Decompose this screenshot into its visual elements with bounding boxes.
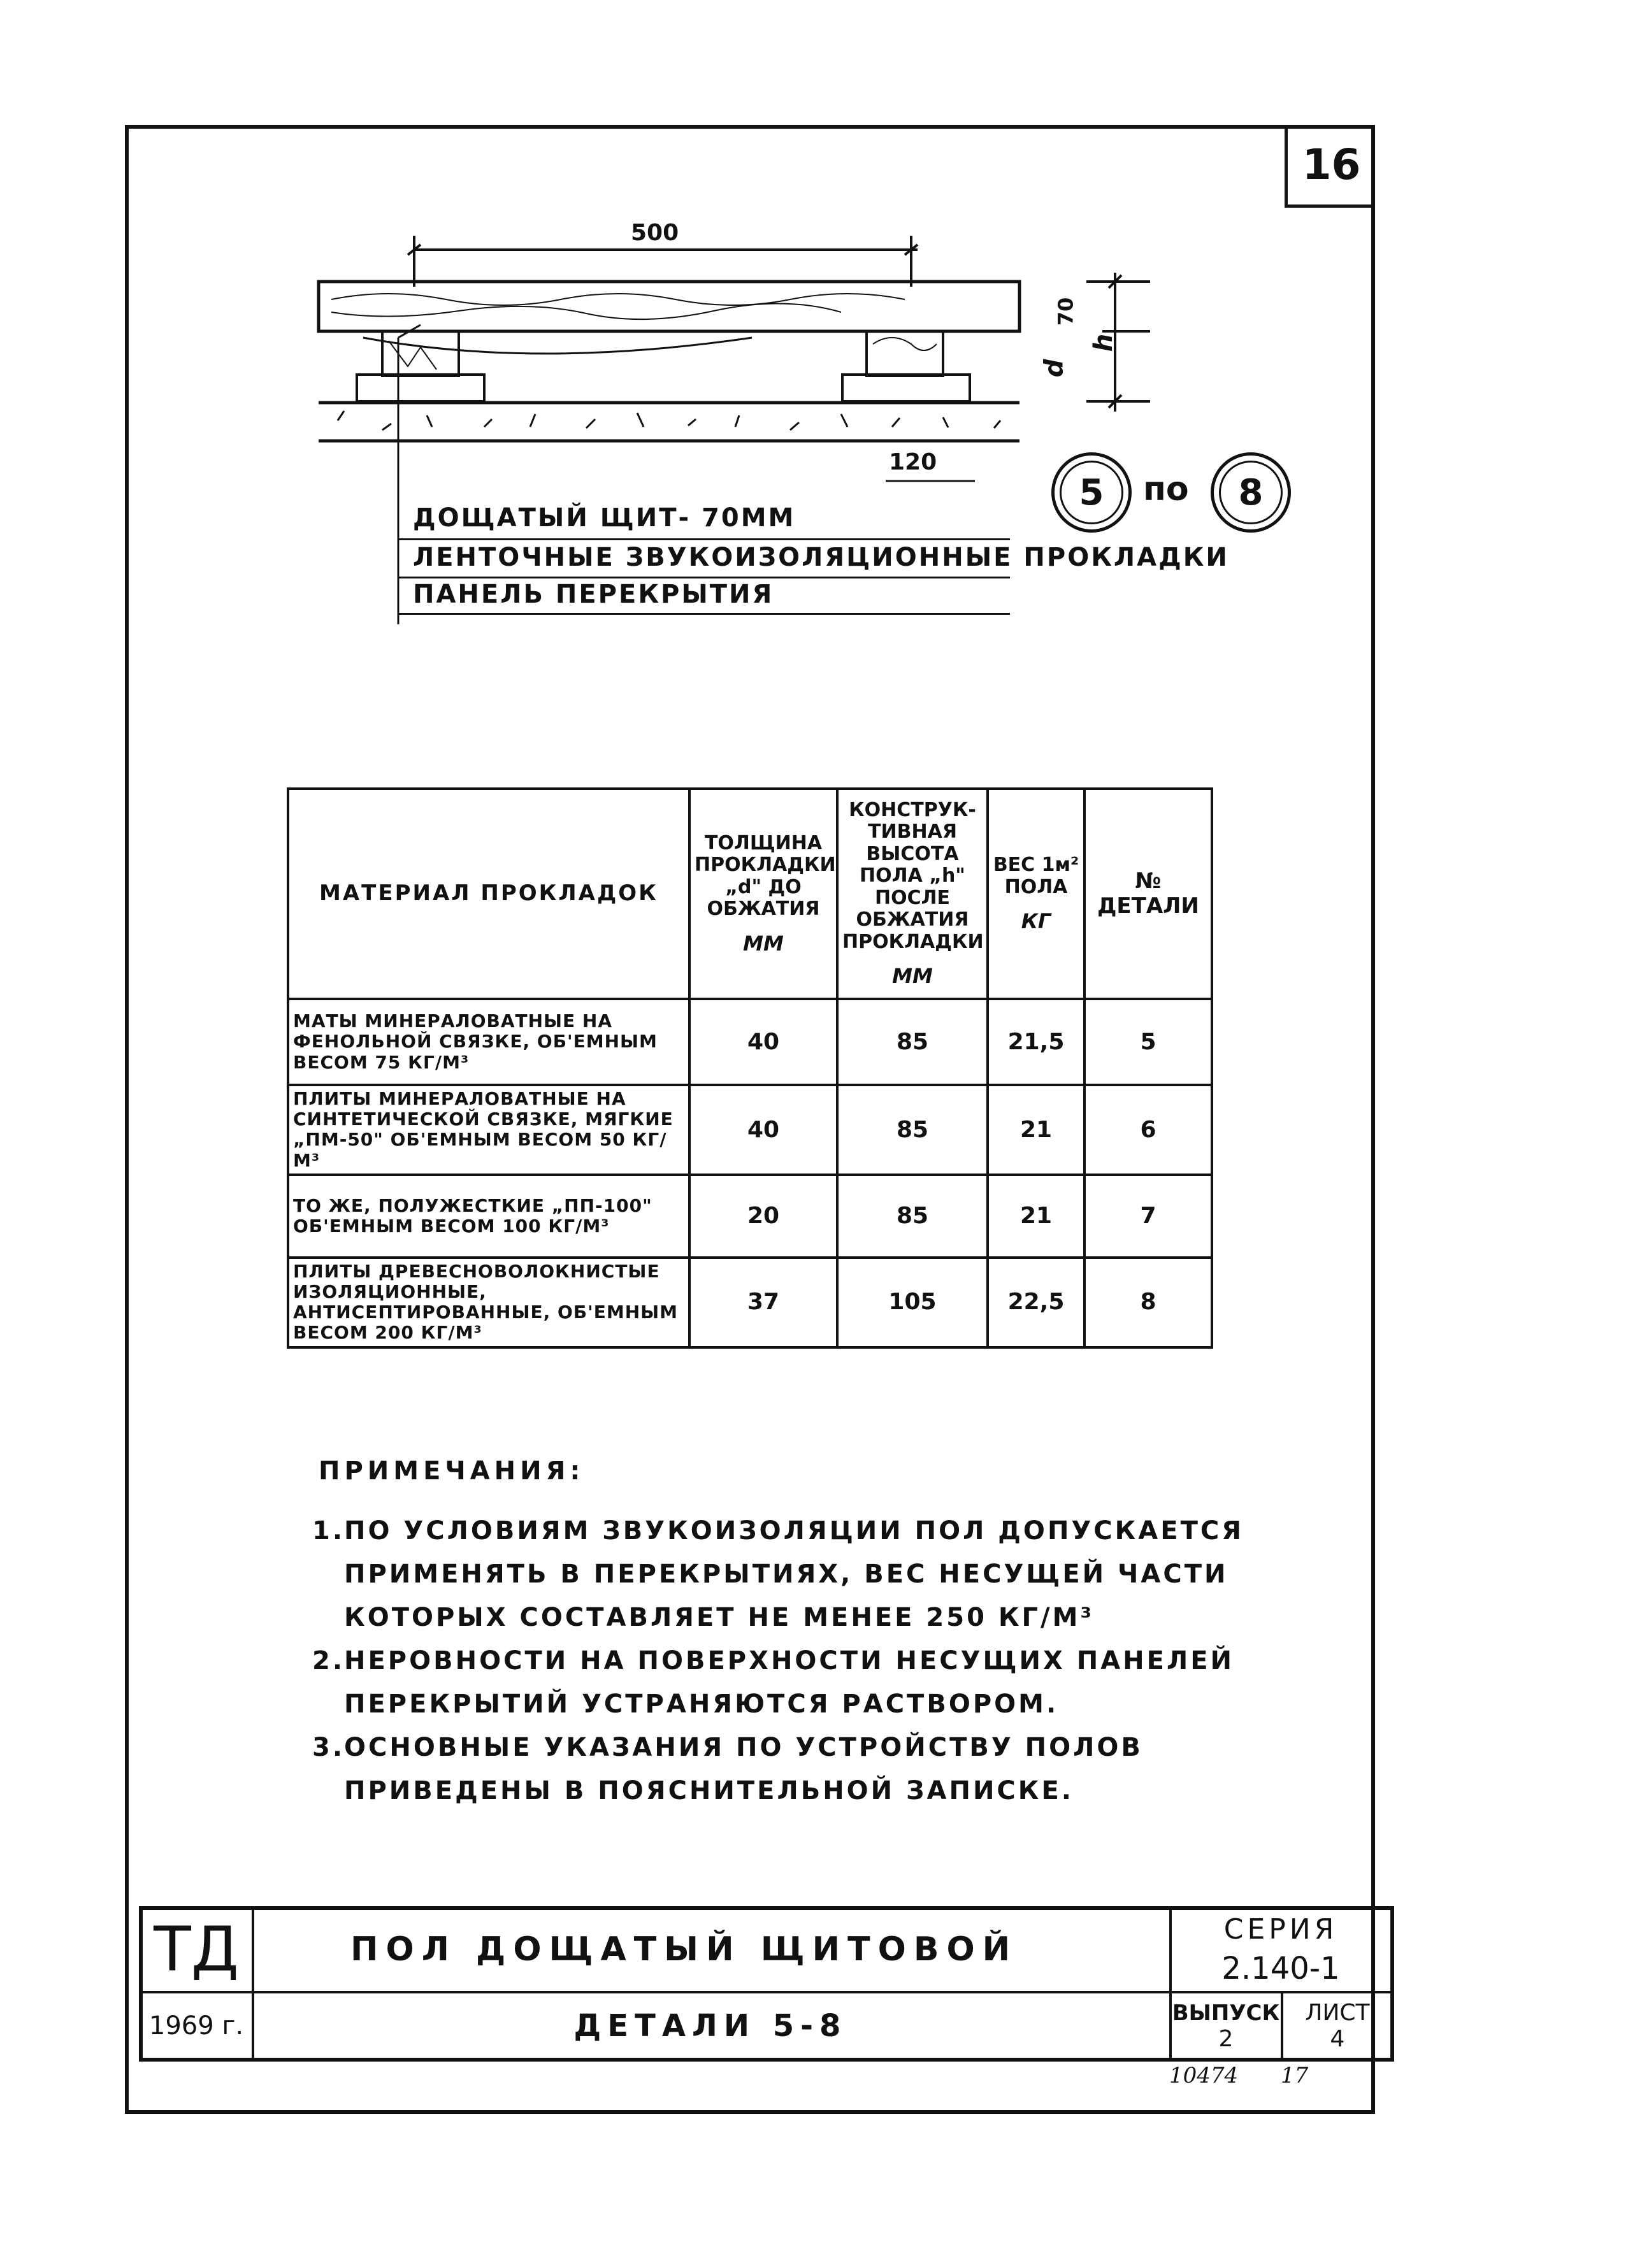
cell-thickness: 40 (689, 999, 837, 1085)
materials-table (287, 787, 1213, 1349)
dimension-70-label: 70 (1053, 297, 1078, 326)
dimension-120-label: 120 (889, 449, 937, 475)
header-weight: ВЕС 1м² ПОЛА КГ (988, 789, 1084, 999)
issue-value: 2 (1218, 2025, 1234, 2052)
header-detail: № ДЕТАЛИ (1084, 789, 1212, 999)
series-label: СЕРИЯ (1223, 1913, 1338, 1946)
notes-title: ПРИМЕЧАНИЯ: (319, 1456, 585, 1486)
header-thickness: ТОЛЩИНА ПРОКЛАДКИ „d" ДО ОБЖАТИЯ ММ (689, 789, 837, 999)
unit-height: ММ (892, 964, 933, 989)
cell-weight: 21,5 (988, 999, 1084, 1085)
dimension-h-label: h (1089, 333, 1119, 352)
cell-thickness: 37 (689, 1258, 837, 1347)
legend-divider (398, 613, 1010, 615)
detail-circle-to (1211, 452, 1291, 533)
note-number: 3. (312, 1733, 345, 1762)
detail-circle-from (1051, 452, 1132, 533)
table-row (288, 1258, 1212, 1347)
note-text: НЕРОВНОСТИ НА ПОВЕРХНОСТИ НЕСУЩИХ ПАНЕЛЕЙ ПЕРЕКРЫТИЙ УСТРАНЯЮТСЯ РАСТВОРОМ. (344, 1646, 1234, 1719)
org-code: ТД (154, 1914, 239, 1985)
note-text: ПО УСЛОВИЯМ ЗВУКОИЗОЛЯЦИИ ПОЛ ДОПУСКАЕТСЯ ПРИМЕНЯТЬ В ПЕРЕКРЫТИЯХ, ВЕС НЕСУЩЕЙ ЧАСТИ КОТОРЫХ СОСТАВЛЯЕТ НЕ МЕНЕЕ 250 КГ/М³ (344, 1516, 1244, 1632)
cell-detail: 7 (1084, 1175, 1212, 1258)
cell-material: ТО ЖЕ, ПОЛУЖЕСТКИЕ „ПП-100" ОБ'ЕМНЫМ ВЕСОМ 100 КГ/М³ (288, 1175, 689, 1258)
sheet-number-box (1285, 125, 1375, 208)
legend-item-plank: ДОЩАТЫЙ ЩИТ- 70ММ (413, 503, 796, 533)
dimension-500-label: 500 (631, 220, 679, 246)
page-number: 17 (1281, 2063, 1309, 2088)
issue-cell (1172, 1994, 1279, 2058)
cell-height: 85 (837, 999, 988, 1085)
cell-material: ПЛИТЫ ДРЕВЕСНОВОЛОКНИСТЫЕ ИЗОЛЯЦИОННЫЕ, АНТИСЕПТИРОВАННЫЕ, ОБ'ЕМНЫМ ВЕСОМ 200 КГ/М³ (288, 1258, 689, 1347)
note-number: 1. (312, 1516, 345, 1546)
legend-divider (398, 538, 1010, 540)
legend-divider (398, 577, 1010, 578)
cell-height: 85 (837, 1085, 988, 1175)
issue-label: ВЫПУСК (1172, 2000, 1280, 2026)
cell-height: 105 (837, 1258, 988, 1347)
sheet-label: ЛИСТ (1305, 2000, 1370, 2026)
note-item (312, 1639, 1268, 1726)
cell-weight: 21 (988, 1175, 1084, 1258)
notes-section (312, 1449, 1268, 1812)
legend-item-strips: ЛЕНТОЧНЫЕ ЗВУКОИЗОЛЯЦИОННЫЕ ПРОКЛАДКИ (413, 543, 1229, 572)
title-block-vline (1169, 1906, 1172, 2062)
sheet-value: 4 (1330, 2026, 1345, 2052)
sheet-number: 16 (1302, 140, 1361, 189)
title-block-vline (252, 1906, 254, 2062)
legend-item-slab: ПАНЕЛЬ ПЕРЕКРЫТИЯ (413, 580, 774, 609)
header-height: КОНСТРУК-ТИВНАЯ ВЫСОТА ПОЛА „h" ПОСЛЕ ОБЖАТИЯ ПРОКЛАДКИ ММ (837, 789, 988, 999)
cell-height: 85 (837, 1175, 988, 1258)
cell-weight: 22,5 (988, 1258, 1084, 1347)
detail-to: 8 (1238, 471, 1264, 513)
unit-thickness: ММ (743, 931, 784, 956)
unit-weight: КГ (1021, 909, 1051, 934)
cell-material: МАТЫ МИНЕРАЛОВАТНЫЕ НА ФЕНОЛЬНОЙ СВЯЗКЕ, ОБ'ЕМНЫМ ВЕСОМ 75 КГ/М³ (288, 999, 689, 1085)
cell-material: ПЛИТЫ МИНЕРАЛОВАТНЫЕ НА СИНТЕТИЧЕСКОЙ СВЯЗКЕ, МЯГКИЕ „ПМ-50" ОБ'ЕМНЫМ ВЕСОМ 50 КГ/М³ (288, 1085, 689, 1175)
note-item (312, 1726, 1268, 1812)
cell-thickness: 40 (689, 1085, 837, 1175)
inventory-number: 10474 (1169, 2063, 1239, 2088)
series-value: 2.140-1 (1221, 1951, 1340, 1986)
note-item (312, 1509, 1268, 1639)
cell-thickness: 20 (689, 1175, 837, 1258)
table-row (288, 999, 1212, 1085)
table-header-row (288, 789, 1212, 999)
sheet-cell (1283, 1994, 1392, 2058)
note-text: ОСНОВНЫЕ УКАЗАНИЯ ПО УСТРОЙСТВУ ПОЛОВ ПРИВЕДЕНЫ В ПОЯСНИТЕЛЬНОЙ ЗАПИСКЕ. (344, 1733, 1143, 1805)
table-row (288, 1175, 1212, 1258)
note-number: 2. (312, 1646, 345, 1676)
year: 1969 г. (148, 2011, 244, 2041)
dimension-d-label: d (1039, 359, 1069, 378)
detail-range-word: по (1143, 470, 1189, 508)
detail-from: 5 (1079, 471, 1104, 513)
header-material: МАТЕРИАЛ ПРОКЛАДОК (288, 789, 689, 999)
cell-detail: 5 (1084, 999, 1212, 1085)
drawing-title: ПОЛ ДОЩАТЫЙ ЩИТОВОЙ (350, 1930, 1018, 1969)
cell-weight: 21 (988, 1085, 1084, 1175)
drawing-subtitle: ДЕТАЛИ 5-8 (573, 2008, 847, 2044)
table-row (288, 1085, 1212, 1175)
cell-detail: 6 (1084, 1085, 1212, 1175)
cell-detail: 8 (1084, 1258, 1212, 1347)
